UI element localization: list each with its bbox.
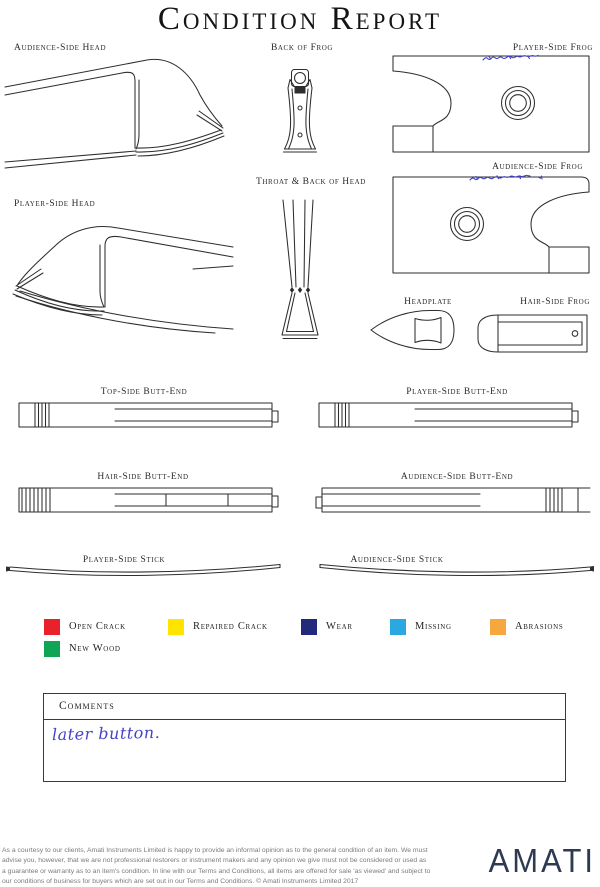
label-top-side-butt-end: Top-Side Butt-End	[100, 387, 188, 397]
legend-item-repaired-crack	[168, 619, 268, 635]
footer-disclaimer	[2, 846, 452, 887]
legend-label: Abrasions	[515, 620, 564, 632]
player-side-frog-diagram	[388, 52, 593, 157]
player-side-butt-end-diagram	[315, 398, 585, 433]
repaired-crack-swatch	[168, 619, 184, 635]
open-crack-swatch	[44, 619, 60, 635]
player-side-head-diagram	[0, 205, 235, 333]
legend-label: Open Crack	[69, 620, 126, 632]
hair-side-butt-end-diagram	[15, 483, 285, 518]
legend-item-wear	[301, 619, 353, 635]
legend-label: Missing	[415, 620, 452, 632]
label-hair-side-butt-end: Hair-Side Butt-End	[97, 472, 189, 482]
label-player-side-head: Player-Side Head	[14, 199, 96, 209]
label-audience-side-butt-end: Audience-Side Butt-End	[400, 472, 514, 482]
ink-annotation	[470, 175, 530, 180]
legend-item-open-crack	[44, 619, 126, 635]
legend-label: Repaired Crack	[193, 620, 268, 632]
abrasions-swatch	[490, 619, 506, 635]
label-player-side-stick: Player-Side Stick	[82, 555, 166, 565]
label-hair-side-frog: Hair-Side Frog	[520, 297, 590, 307]
label-headplate: Headplate	[404, 297, 452, 307]
label-throat-back-of-head: Throat & Back of Head	[256, 177, 366, 187]
legend-label: New Wood	[69, 642, 121, 654]
disclaimer-line: advise you, however, that we are not professional restorers or instrument makers and any opinion we give must not be considered or used as	[2, 857, 427, 865]
label-back-of-frog: Back of Frog	[270, 43, 334, 53]
hair-side-frog-diagram	[468, 308, 593, 356]
top-side-butt-end-diagram	[15, 398, 285, 433]
audience-side-stick-diagram	[316, 560, 596, 580]
legend-label: Wear	[326, 620, 353, 632]
comments-box	[43, 693, 566, 782]
legend-item-abrasions	[490, 619, 564, 635]
amati-logo: AMATI	[488, 842, 596, 880]
label-audience-side-frog: Audience-Side Frog	[492, 162, 583, 172]
wear-swatch	[301, 619, 317, 635]
label-player-side-frog: Player-Side Frog	[512, 43, 593, 53]
legend-item-missing	[390, 619, 452, 635]
back-of-frog-diagram	[270, 58, 330, 158]
comments-header: Comments	[44, 694, 565, 720]
comments-handwritten-note: later button.	[51, 722, 161, 745]
missing-swatch	[390, 619, 406, 635]
headplate-diagram	[368, 306, 458, 354]
throat-back-of-head-diagram	[265, 195, 335, 345]
legend-item-new-wood	[44, 641, 121, 657]
player-side-stick-diagram	[4, 560, 284, 580]
audience-side-butt-end-diagram	[313, 483, 595, 518]
audience-side-frog-diagram	[388, 172, 593, 277]
disclaimer-line: our conditions of business for buyers which are set out in our Terms and Conditions. © Amati Instruments Limited 2017	[2, 877, 359, 885]
label-audience-side-head: Audience-Side Head	[14, 43, 107, 53]
page-title: Condition Report	[157, 1, 443, 37]
disclaimer-line: a guarantee or warranty as to an item's condition. In line with our Terms and Conditions, all items are offered for sale 'as viewed' and subject to	[2, 867, 431, 875]
label-audience-side-stick: Audience-Side Stick	[350, 555, 444, 565]
audience-side-head-diagram	[2, 56, 232, 174]
new-wood-swatch	[44, 641, 60, 657]
label-player-side-butt-end: Player-Side Butt-End	[406, 387, 508, 397]
disclaimer-line: As a courtesy to our clients, Amati Instruments Limited is happy to provide an informal opinion as to the general condition of an item. We must	[2, 847, 428, 854]
